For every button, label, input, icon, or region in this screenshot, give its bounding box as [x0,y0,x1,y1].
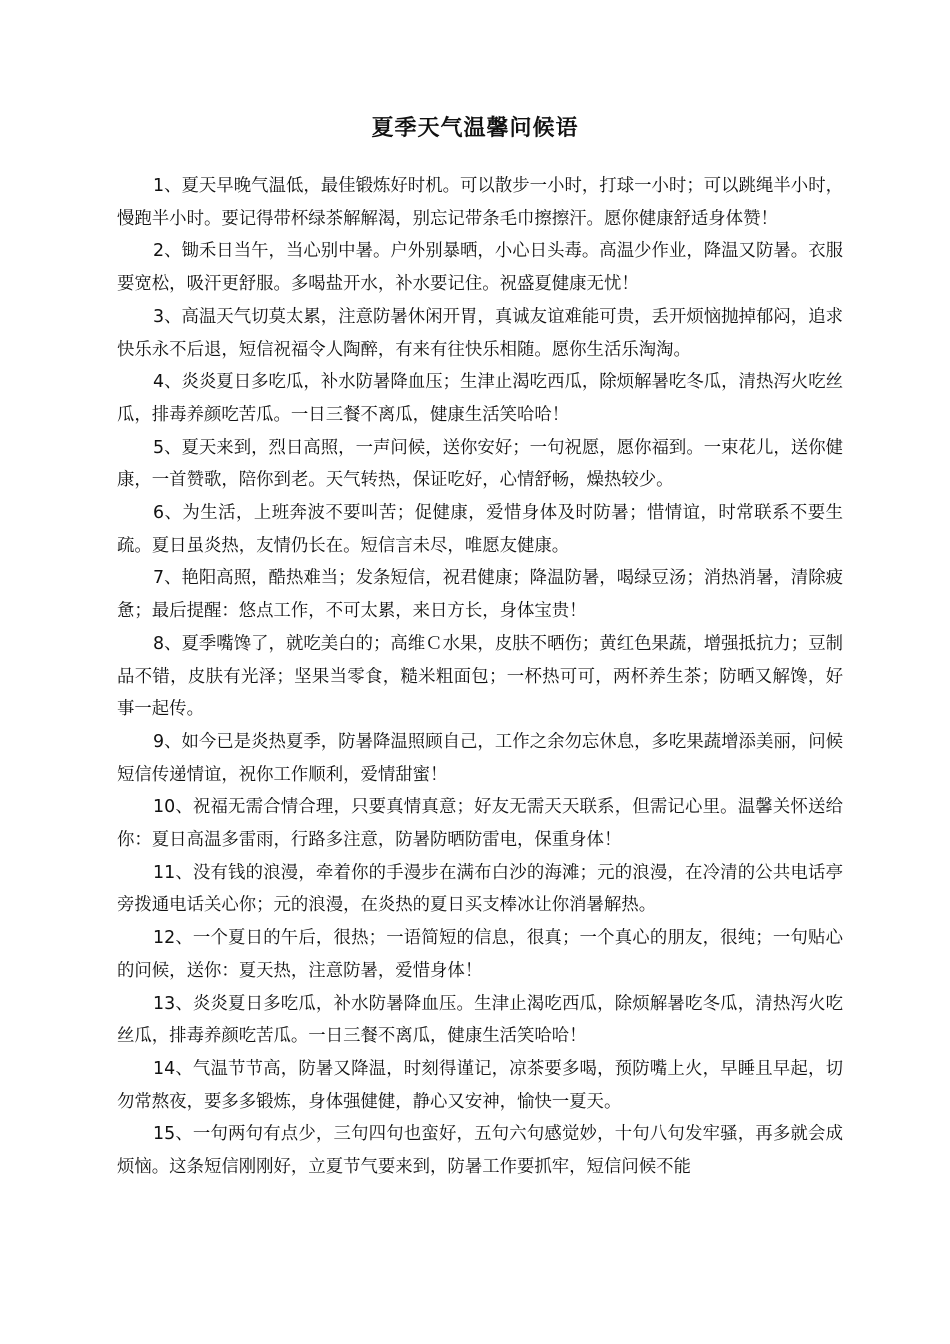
paragraph-1: 1、夏天早晚气温低，最佳锻炼好时机。可以散步一小时，打球一小时；可以跳绳半小时，慢跑半小时。要记得带杯绿茶解解渴，别忘记带条毛巾擦擦汗。愿你健康舒适身体赞！ [117,176,843,229]
paragraph-13: 13、炎炎夏日多吃瓜，补水防暑降血压。生津止渴吃西瓜，除烦解暑吃冬瓜，清热泻火吃丝瓜，排毒养颜吃苦瓜。一日三餐不离瓜，健康生活笑哈哈！ [117,993,843,1047]
paragraph-9: 9、如今已是炎热夏季，防暑降温照顾自己，工作之余勿忘休息，多吃果蔬增添美丽，问候短信传递情谊，祝你工作顺利，爱情甜蜜！ [117,731,843,785]
document-title: 夏季天气温馨问候语 [371,116,579,141]
paragraph-12: 12、一个夏日的午后，很热；一语简短的信息，很真；一个真心的朋友，很纯；一句贴心的问候，送你：夏天热，注意防暑，爱惜身体！ [117,928,843,981]
paragraph-2: 2、锄禾日当午，当心别中暑。户外别暴晒，小心日头毒。高温少作业，降温又防暑。衣服要宽松，吸汗更舒服。多喝盐开水，补水要记住。祝盛夏健康无忧！ [117,241,843,295]
paragraph-7: 7、艳阳高照，酷热难当；发条短信，祝君健康；降温防暑，喝绿豆汤；消热消暑，清除疲惫；最后提醒：悠点工作，不可太累，来日方长，身体宝贵！ [117,568,843,622]
paragraph-5: 5、夏天来到，烈日高照，一声问候，送你安好；一句祝愿，愿你福到。一束花儿，送你健康，一首赞歌，陪你到老。天气转热，保证吃好，心情舒畅，燥热较少。 [117,437,843,491]
paragraph-8: 8、夏季嘴馋了，就吃美白的；高维Ｃ水果，皮肤不晒伤；黄红色果蔬，增强抵抗力；豆制品不错，皮肤有光泽；坚果当零食，糙米粗面包；一杯热可可，两杯养生茶；防晒又解馋，好事一起传。 [117,633,843,720]
document-body [117,170,843,1184]
paragraph-15: 15、一句两句有点少，三句四句也蛮好，五句六句感觉妙，十句八句发牢骚，再多就会成烦恼。这条短信刚刚好，立夏节气要来到，防暑工作要抓牢，短信问候不能 [117,1124,843,1178]
paragraph-3: 3、高温天气切莫太累，注意防暑休闲开胃，真诚友谊难能可贵，丢开烦恼抛掉郁闷，追求快乐永不后退，短信祝福令人陶醉，有来有往快乐相随。愿你生活乐淘淘。 [117,306,843,360]
paragraph-14: 14、气温节节高，防暑又降温，时刻得谨记，凉茶要多喝，预防嘴上火，早睡且早起，切勿常熬夜，要多多锻炼，身体强健健，静心又安神，愉快一夏天。 [117,1058,843,1112]
paragraph-10: 10、祝福无需合情合理，只要真情真意；好友无需天天联系，但需记心里。温馨关怀送给你：夏日高温多雷雨，行路多注意，防暑防晒防雷电，保重身体！ [117,797,843,851]
paragraph-6: 6、为生活，上班奔波不要叫苦；促健康，爱惜身体及时防暑；惜情谊，时常联系不要生疏。夏日虽炎热，友情仍长在。短信言未尽，唯愿友健康。 [117,503,843,556]
paragraph-4: 4、炎炎夏日多吃瓜，补水防暑降血压；生津止渴吃西瓜，除烦解暑吃冬瓜，清热泻火吃丝瓜，排毒养颜吃苦瓜。一日三餐不离瓜，健康生活笑哈哈！ [117,372,843,425]
paragraph-11: 11、没有钱的浪漫，牵着你的手漫步在满布白沙的海滩；元的浪漫，在冷清的公共电话亭旁拨通电话关心你；元的浪漫，在炎热的夏日买支棒冰让你消暑解热。 [117,862,843,916]
